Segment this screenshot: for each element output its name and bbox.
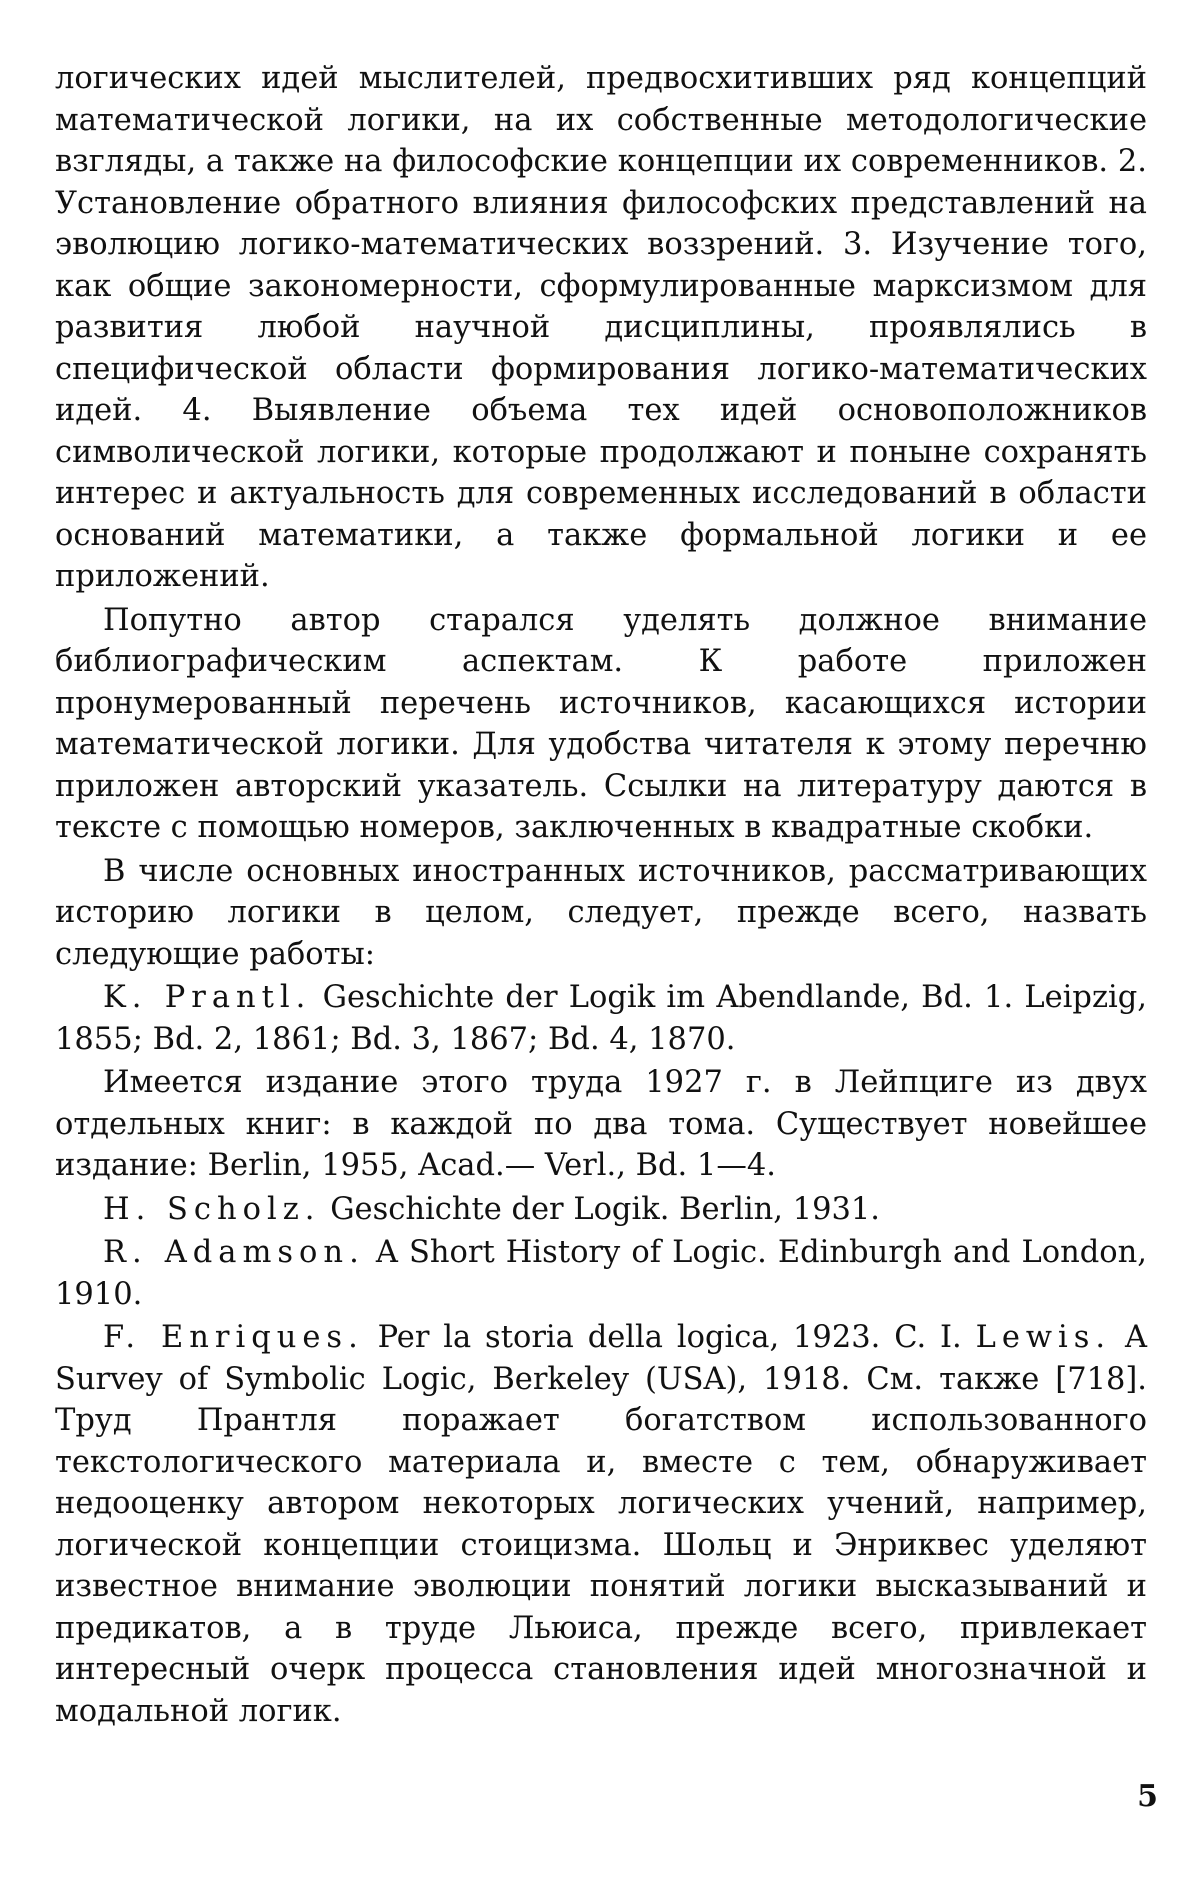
reference-author: K. Prantl. [103, 980, 312, 1015]
reference-author: H. Scholz. [103, 1191, 321, 1227]
reference-author: Lewis. [975, 1320, 1112, 1355]
reference-enriques-lewis [55, 1317, 1147, 1732]
reference-scholz [55, 1189, 1147, 1231]
reference-title: Geschichte der Logik im Abendlande, Bd. 1. Leipzig, 1855; Bd. 2, 1861; Bd. 3, 1867; Bd. 4, 1870. [55, 980, 1148, 1057]
reference-title: Geschichte der Logik. Berlin, 1931. [320, 1191, 880, 1227]
reference-prantl [55, 977, 1147, 1060]
page-number: 5 [1137, 1779, 1158, 1814]
reference-author: R. Adamson. [103, 1235, 365, 1270]
reference-adamson [55, 1232, 1147, 1315]
paragraph-methodology: логических идей мыслителей, предвосхитивших ряд концепций математической логики, на их собственные методологические взгляды, а также на философские концепции их современников. 2. Установление обратного влияния философских представлений на эволюцию логико-математических воззрений. 3. Изучение того, как общие закономерности, сформулированные марксизмом для развития любой научной дисциплины, проявлялись в специфической области формирования логико-математических идей. 4. Выявление объема тех идей основоположников символической логики, которые продолжают и поныне сохранять интерес и актуальность для современных исследований в области оснований математики, а также формальной логики и ее приложений. [55, 61, 1147, 594]
reference-title: Per la storia della logica, 1923. C. I. [363, 1320, 976, 1355]
reference-title: A Short History of Logic. Edinburgh and London, 1910. [55, 1235, 1147, 1312]
reference-prantl-note: Имеется издание этого труда 1927 г. в Лейпциге из двух отдельных книг: в каждой по два тома. Существует новейшее издание: Berlin, 1955, Acad.— Verl., Bd. 1—4. [55, 1065, 1147, 1183]
reference-author: F. Enriques. [103, 1320, 364, 1355]
reference-commentary: A Survey of Symbolic Logic, Berkeley (USA), 1918. См. также [718]. Труд Прантля поражает богатством использованного текстологического материала и, вместе с тем, обнаруживает недооценку автором некоторых логических учений, например, логической концепции стоицизма. Шольц и Энриквес уделяют известное внимание эволюции понятий логики высказываний и предикатов, а в труде Льюиса, прежде всего, привлекает интересный очерк процесса становления идей многозначной и модальной логик. [55, 1320, 1147, 1729]
paragraph-sources-intro: В числе основных иностранных источников, рассматривающих историю логики в целом, следует, прежде всего, назвать следующие работы: [55, 853, 1147, 972]
page-body [55, 58, 1147, 1818]
paragraph-bibliography: Попутно автор старался уделять должное внимание библиографическим аспектам. К работе приложен пронумерованный перечень источников, касающихся истории математической логики. Для удобства читателя к этому перечню приложен авторский указатель. Ссылки на литературу даются в тексте с помощью номеров, заключенных в квадратные скобки. [55, 602, 1147, 845]
